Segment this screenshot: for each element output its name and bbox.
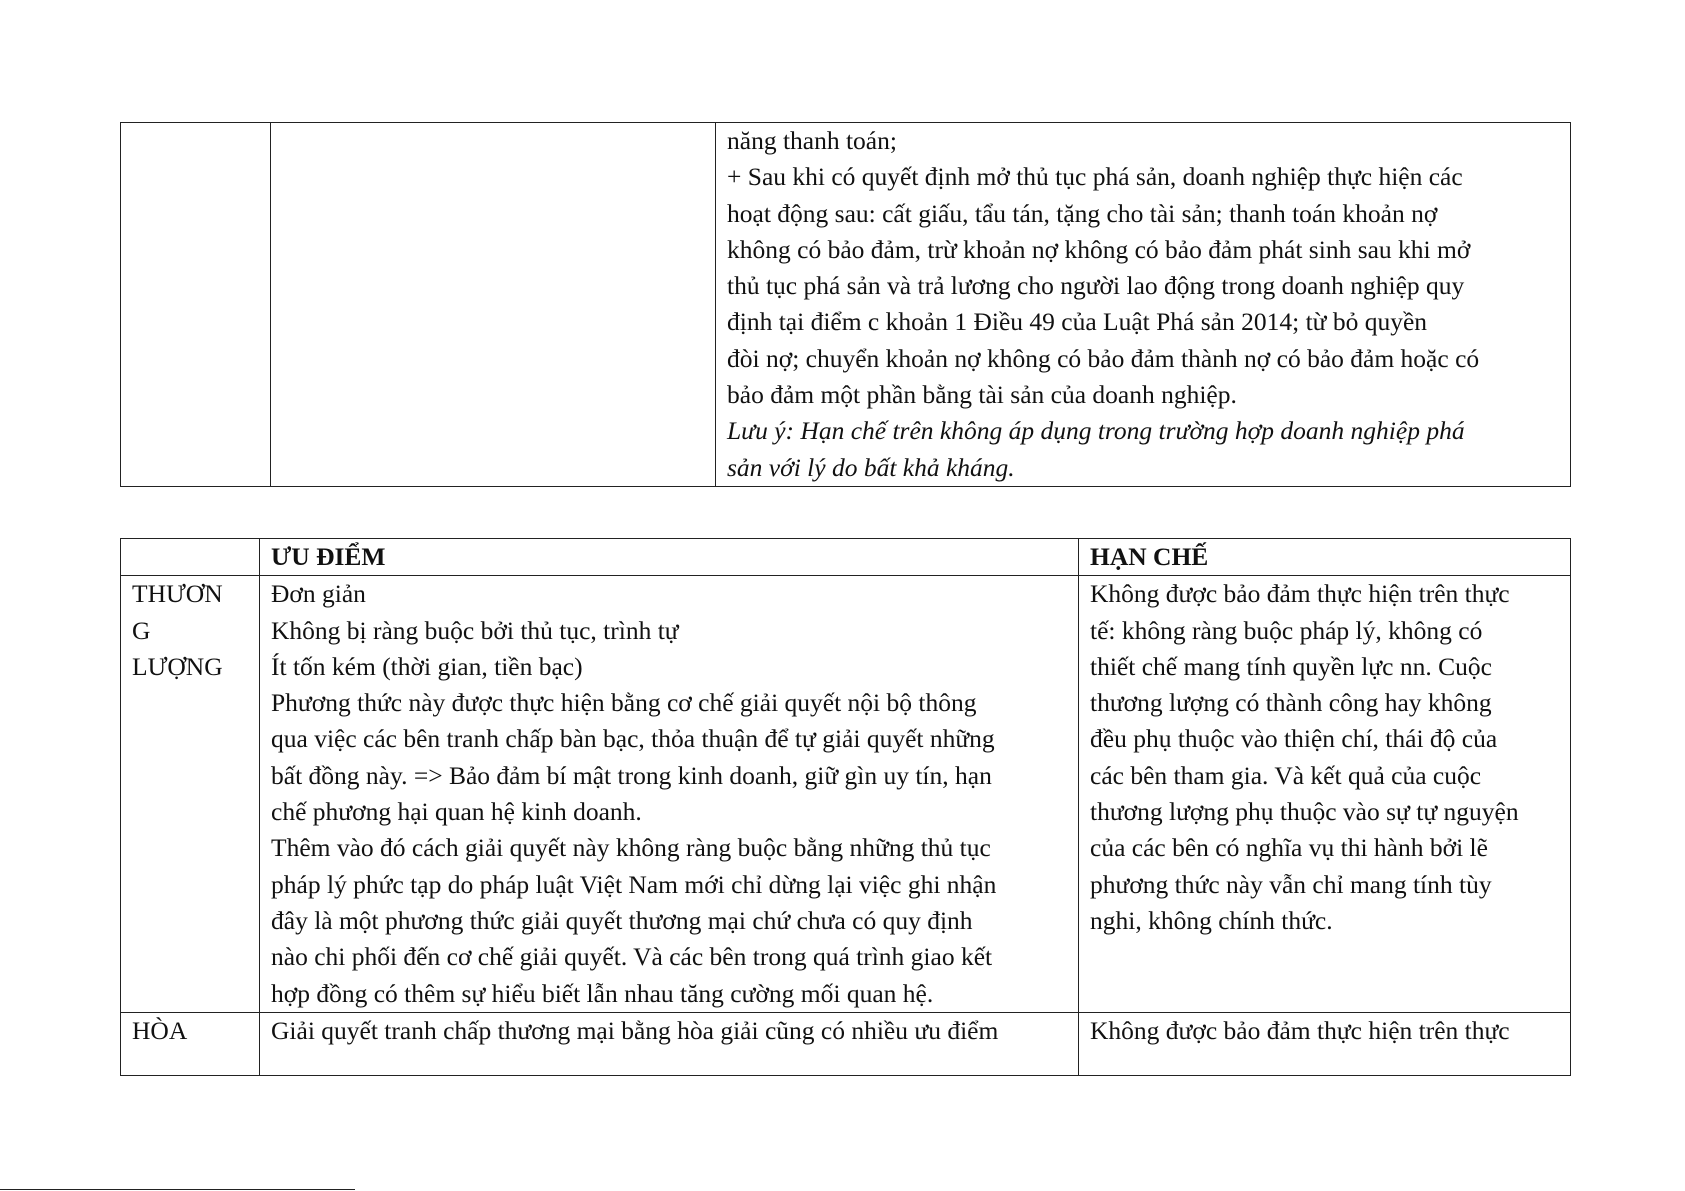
table-row-mediation (121, 1012, 1571, 1075)
footnote-separator (0, 1189, 355, 1190)
table-cell-empty (271, 123, 716, 487)
text-line: bất đồng này. => Bảo đảm bí mật trong kinh doanh, giữ gìn uy tín, hạn (271, 760, 992, 790)
mediation-advantages-cell (260, 1012, 1079, 1075)
header-advantages: ƯU ĐIỂM (260, 539, 1079, 576)
table-row (121, 123, 1571, 487)
bankruptcy-restrictions-table (120, 122, 1571, 487)
text-line: Không bị ràng buộc bởi thủ tục, trình tự (271, 615, 679, 645)
text-line: thương lượng có thành công hay không (1090, 688, 1492, 718)
text-line: hoạt động sau: cất giấu, tẩu tán, tặng cho tài sản; thanh toán khoản nợ (727, 198, 1438, 228)
table-cell-empty (121, 123, 271, 487)
text-line: chế phương hại quan hệ kinh doanh. (271, 797, 642, 827)
negotiation-advantages-cell (260, 576, 1079, 1013)
restrictions-text-cell (716, 123, 1571, 487)
label-line: G (132, 615, 151, 645)
table-header-row (121, 539, 1571, 576)
text-line: + Sau khi có quyết định mở thủ tục phá sản, doanh nghiệp thực hiện các (727, 162, 1463, 192)
row-label-negotiation (121, 576, 260, 1013)
text-line: đòi nợ; chuyển khoản nợ không có bảo đảm thành nợ có bảo đảm hoặc có (727, 343, 1480, 373)
text-line: nào chi phối đến cơ chế giải quyết. Và các bên trong quá trình giao kết (271, 942, 993, 972)
text-line: đây là một phương thức giải quyết thương mại chứ chưa có quy định (271, 905, 973, 935)
text-line: Không được bảo đảm thực hiện trên thực (1090, 1015, 1510, 1045)
header-limitations: HẠN CHẾ (1079, 539, 1571, 576)
text-line: Giải quyết tranh chấp thương mại bằng hòa giải cũng có nhiều ưu điểm (271, 1015, 999, 1045)
text-line: tế: không ràng buộc pháp lý, không có (1090, 615, 1483, 645)
text-line: thiết chế mang tính quyền lực nn. Cuộc (1090, 651, 1492, 681)
text-line: các bên tham gia. Và kết quả của cuộc (1090, 760, 1482, 790)
text-line: Ít tốn kém (thời gian, tiền bạc) (271, 651, 583, 681)
text-line: Phương thức này được thực hiện bằng cơ chế giải quyết nội bộ thông (271, 688, 977, 718)
note-line: sản với lý do bất khả kháng. (727, 452, 1015, 482)
text-line: thương lượng phụ thuộc vào sự tự nguyện (1090, 797, 1519, 827)
text-line: của các bên có nghĩa vụ thi hành bởi lẽ (1090, 833, 1488, 863)
text-line: nghi, không chính thức. (1090, 905, 1333, 935)
header-cell-empty (121, 539, 260, 576)
label-line: HÒA (132, 1015, 188, 1045)
text-line: không có bảo đảm, trừ khoản nợ không có bảo đảm phát sinh sau khi mở (727, 234, 1471, 264)
table-row-negotiation (121, 576, 1571, 1013)
text-line: Không được bảo đảm thực hiện trên thực (1090, 579, 1510, 609)
text-line: phương thức này vẫn chỉ mang tính tùy (1090, 869, 1492, 899)
text-line: pháp lý phức tạp do pháp luật Việt Nam mới chỉ dừng lại việc ghi nhận (271, 869, 997, 899)
text-line: bảo đảm một phần bằng tài sản của doanh nghiệp. (727, 380, 1237, 410)
label-line: THƯƠN (132, 579, 223, 609)
text-line: hợp đồng có thêm sự hiểu biết lẫn nhau tăng cường mối quan hệ. (271, 978, 934, 1008)
text-line: Thêm vào đó cách giải quyết này không ràng buộc bằng những thủ tục (271, 833, 991, 863)
label-line: LƯỢNG (132, 651, 223, 681)
text-line: qua việc các bên tranh chấp bàn bạc, thỏa thuận để tự giải quyết những (271, 724, 995, 754)
dispute-resolution-comparison-table (120, 538, 1571, 1076)
note-line: Lưu ý: Hạn chế trên không áp dụng trong trường hợp doanh nghiệp phá (727, 416, 1465, 446)
row-label-mediation (121, 1012, 260, 1075)
text-line: định tại điểm c khoản 1 Điều 49 của Luật Phá sản 2014; từ bỏ quyền (727, 307, 1428, 337)
mediation-limitations-cell (1079, 1012, 1571, 1075)
negotiation-limitations-cell (1079, 576, 1571, 1013)
text-line: thủ tục phá sản và trả lương cho người lao động trong doanh nghiệp quy (727, 271, 1465, 301)
text-line: Đơn giản (271, 579, 366, 609)
text-line: đều phụ thuộc vào thiện chí, thái độ của (1090, 724, 1498, 754)
text-line: năng thanh toán; (727, 126, 897, 155)
